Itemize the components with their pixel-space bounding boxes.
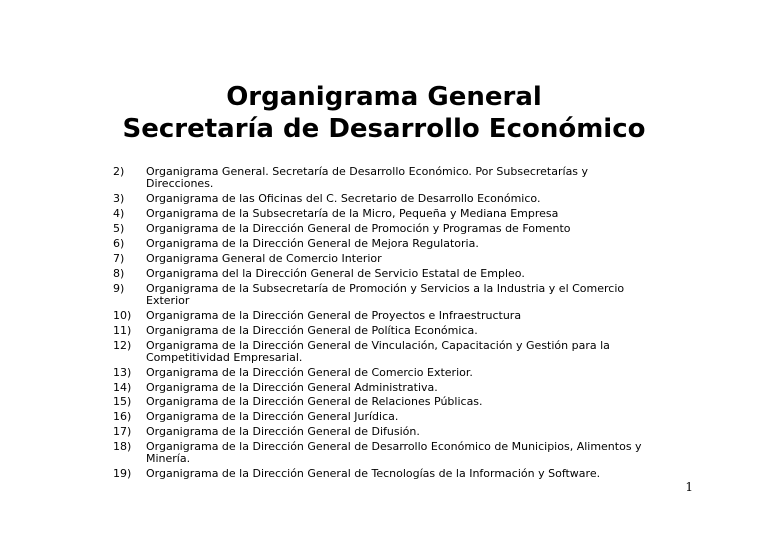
item-number: 19): [113, 467, 132, 481]
list-item: [113, 193, 658, 205]
item-number: 16): [113, 410, 132, 424]
item-number: 4): [113, 207, 125, 221]
item-text: Organigrama de la Dirección General de Proyectos e Infraestructura: [146, 308, 522, 322]
page-number: 1: [685, 480, 693, 494]
item-text: Organigrama de la Dirección General de Desarrollo Económico de Municipios, Alimentos y Minería.: [146, 440, 642, 466]
list-item: [113, 382, 658, 394]
item-text: Organigrama de la Dirección General de Relaciones Públicas.: [146, 395, 483, 409]
item-number: 14): [113, 380, 132, 394]
item-text: Organigrama de la Subsecretaría de la Micro, Pequeña y Mediana Empresa: [146, 207, 559, 221]
item-number: 18): [113, 440, 132, 454]
item-number: 13): [113, 365, 132, 379]
item-number: 12): [113, 338, 132, 352]
page-subtitle: Secretaría de Desarrollo Económico: [122, 114, 646, 144]
item-number: 15): [113, 395, 132, 409]
item-number: 2): [113, 165, 125, 178]
item-text: Organigrama de la Dirección General de Vinculación, Capacitación y Gestión para la Competitividad Empresarial.: [146, 338, 610, 364]
item-text: Organigrama de la Dirección General de Comercio Exterior.: [146, 365, 473, 379]
list-item: [113, 468, 658, 480]
page-title: Organigrama General: [226, 82, 542, 112]
item-text: Organigrama de la Subsecretaría de Promoción y Servicios a la Industria y el Comercio Exterior: [146, 281, 625, 307]
organigram-list: [113, 166, 658, 483]
list-item: [113, 253, 658, 265]
list-item: [113, 268, 658, 280]
list-item: [113, 310, 658, 322]
list-item: [113, 223, 658, 235]
item-text: Organigrama de la Dirección General de Tecnologías de la Información y Software.: [146, 467, 601, 481]
list-item: [113, 396, 658, 408]
item-text: Organigrama del la Dirección General de Servicio Estatal de Empleo.: [146, 266, 525, 280]
list-item: [113, 426, 658, 438]
list-item: [113, 441, 658, 466]
item-text: Organigrama General. Secretaría de Desarrollo Económico. Por Subsecretarías y Direcciones.: [146, 165, 589, 191]
item-number: 7): [113, 251, 125, 265]
item-text: Organigrama de la Dirección General de Promoción y Programas de Fomento: [146, 221, 571, 235]
list-item: [113, 283, 658, 308]
item-number: 6): [113, 236, 125, 250]
item-number: 11): [113, 323, 132, 337]
list-item: [113, 411, 658, 423]
item-text: Organigrama de las Oficinas del C. Secretario de Desarrollo Económico.: [146, 192, 541, 206]
item-number: 3): [113, 192, 125, 206]
item-number: 5): [113, 221, 125, 235]
item-number: 8): [113, 266, 125, 280]
item-text: Organigrama de la Dirección General de Mejora Regulatoria.: [146, 236, 479, 250]
list-item: [113, 166, 658, 191]
item-text: Organigrama de la Dirección General de Política Económica.: [146, 323, 478, 337]
list-item: [113, 325, 658, 337]
item-text: Organigrama de la Dirección General Administrativa.: [146, 380, 438, 394]
item-text: Organigrama General de Comercio Interior: [146, 251, 382, 265]
item-number: 10): [113, 308, 132, 322]
item-text: Organigrama de la Dirección General Jurídica.: [146, 410, 399, 424]
item-number: 9): [113, 281, 125, 295]
list-item: [113, 238, 658, 250]
item-text: Organigrama de la Dirección General de Difusión.: [146, 425, 420, 439]
item-number: 17): [113, 425, 132, 439]
list-item: [113, 367, 658, 379]
list-item: [113, 208, 658, 220]
list-item: [113, 340, 658, 365]
